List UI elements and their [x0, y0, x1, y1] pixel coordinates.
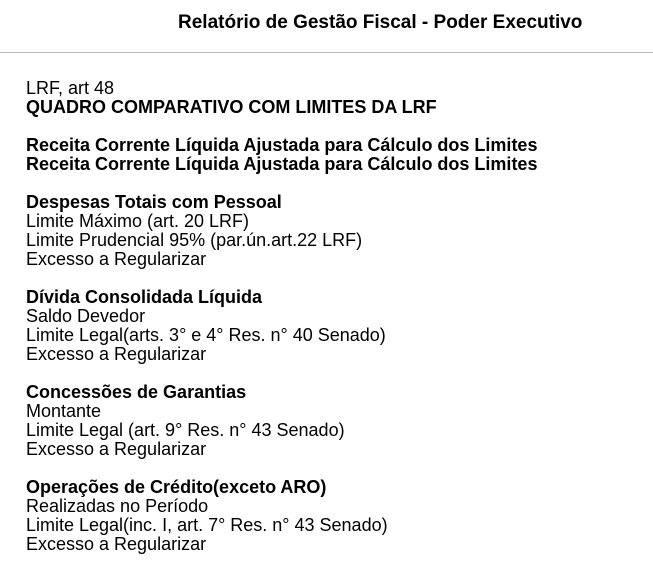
rcl-line-2: Receita Corrente Líquida Ajustada para Cálculo dos Limites	[26, 154, 538, 174]
section-item: Limite Máximo (art. 20 LRF)	[26, 211, 250, 231]
section-item: Montante	[26, 401, 102, 421]
spacer	[26, 117, 653, 136]
comparison-heading: QUADRO COMPARATIVO COM LIMITES DA LRF	[26, 97, 437, 117]
section-guarantees	[26, 383, 653, 459]
report-header	[0, 0, 653, 53]
spacer	[26, 269, 653, 288]
spacer	[26, 459, 653, 478]
law-reference: LRF, art 48	[26, 78, 115, 98]
section-credit-operations	[26, 478, 653, 554]
section-title: Operações de Crédito(exceto ARO)	[26, 477, 327, 497]
section-item: Saldo Devedor	[26, 306, 146, 326]
section-item: Limite Legal(arts. 3° e 4° Res. n° 40 Senado)	[26, 325, 386, 345]
section-item: Realizadas no Período	[26, 496, 209, 516]
section-item: Excesso a Regularizar	[26, 534, 207, 554]
section-title: Concessões de Garantias	[26, 382, 247, 402]
section-item: Limite Prudencial 95% (par.ún.art.22 LRF)	[26, 230, 363, 250]
section-item: Excesso a Regularizar	[26, 344, 207, 364]
section-personnel-expenses	[26, 193, 653, 269]
report-body	[26, 79, 653, 554]
section-item: Limite Legal(inc. I, art. 7° Res. n° 43 Senado)	[26, 515, 388, 535]
section-title: Dívida Consolidada Líquida	[26, 287, 263, 307]
section-item: Limite Legal (art. 9° Res. n° 43 Senado)	[26, 420, 345, 440]
section-consolidated-debt	[26, 288, 653, 364]
spacer	[26, 364, 653, 383]
rcl-line-1: Receita Corrente Líquida Ajustada para Cálculo dos Limites	[26, 135, 538, 155]
report-title: Relatório de Gestão Fiscal - Poder Executivo	[178, 12, 583, 33]
section-item: Excesso a Regularizar	[26, 439, 207, 459]
section-title: Despesas Totais com Pessoal	[26, 192, 282, 212]
section-item: Excesso a Regularizar	[26, 249, 207, 269]
spacer	[26, 174, 653, 193]
